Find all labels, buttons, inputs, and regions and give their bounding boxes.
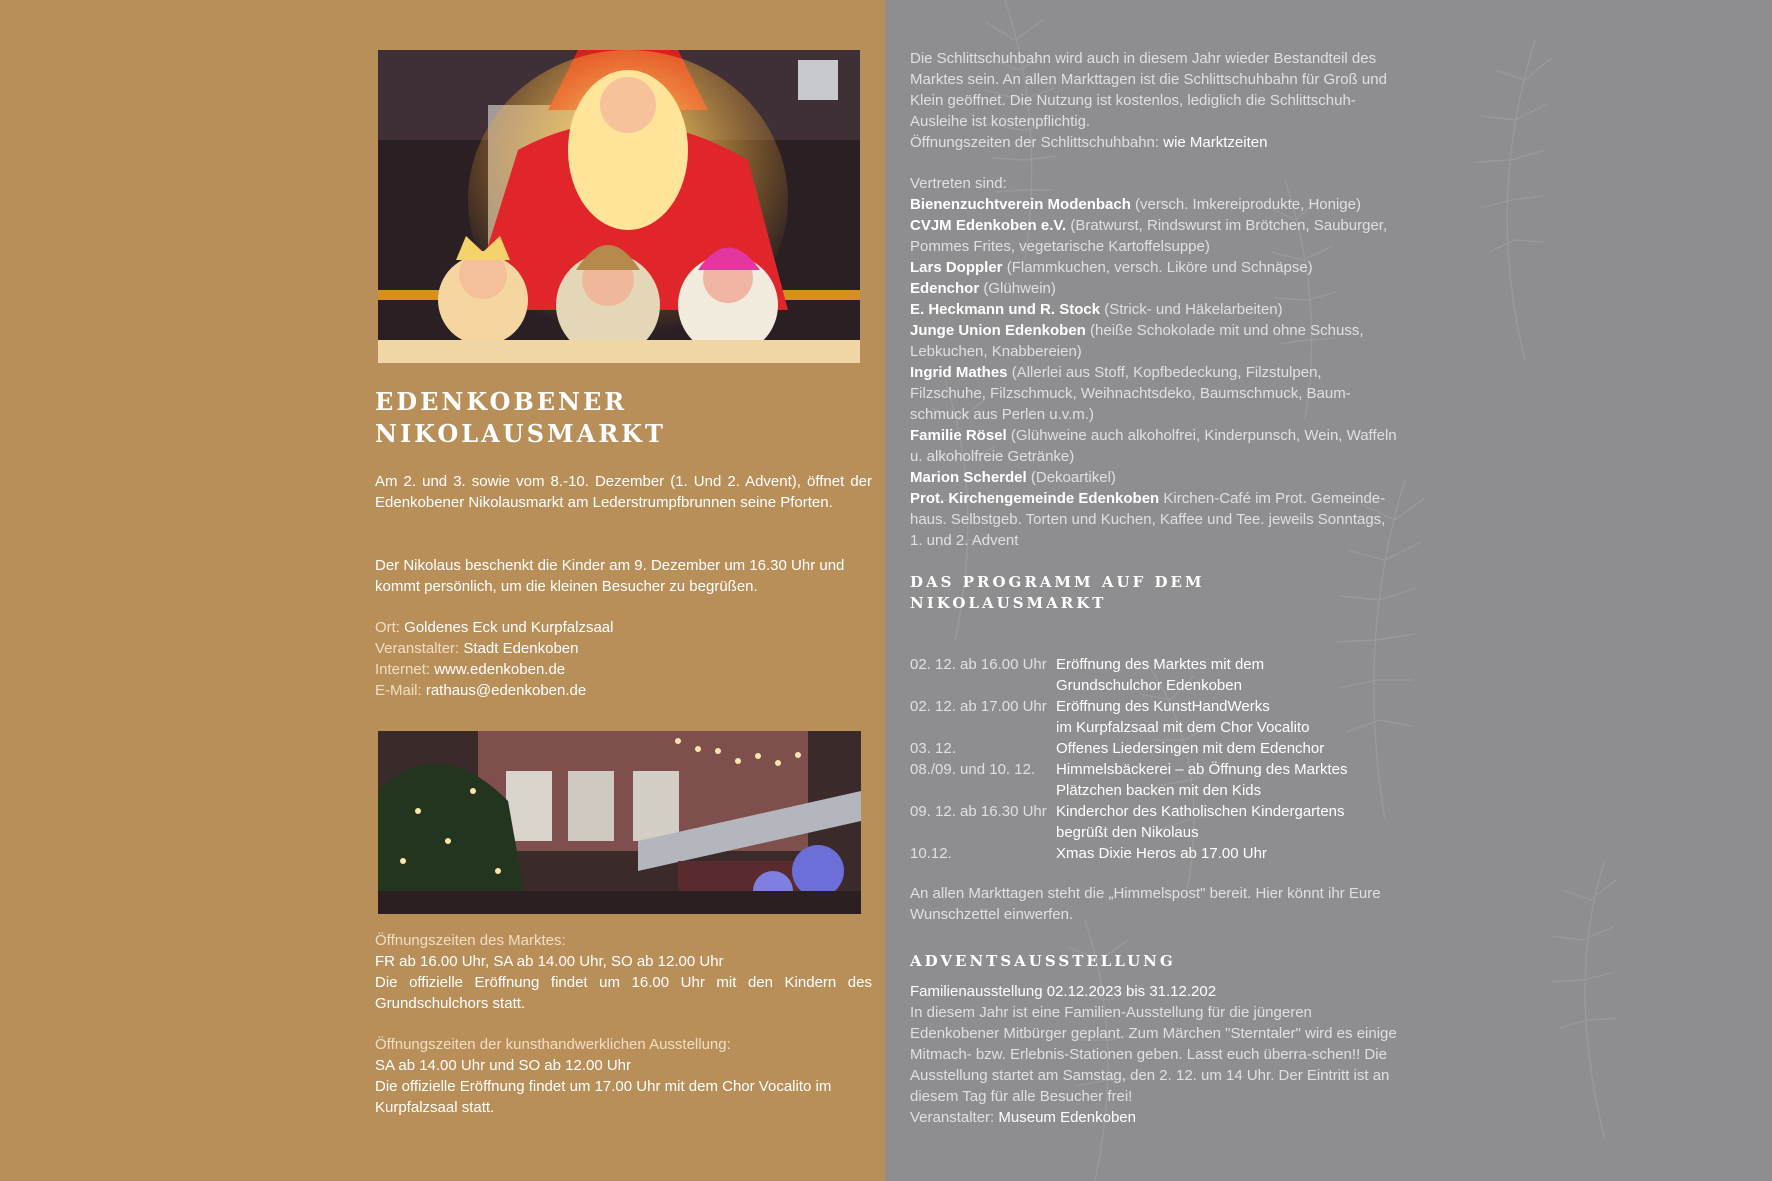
email-link[interactable]: rathaus@edenkoben.de [425, 682, 587, 699]
craft-hours-value: SA ab 14.00 Uhr und SO ab 12.00 Uhr [375, 1057, 632, 1074]
advent-organizer-label: Veranstalter: [910, 1109, 995, 1126]
program-text: Eröffnung des KunstHandWerks im Kurpfalzsaal mit dem Chor Vocalito [1056, 698, 1310, 736]
skating-hours [910, 132, 1400, 153]
program-row [910, 843, 1400, 864]
advent-organizer-value: Museum Edenkoben [998, 1109, 1136, 1126]
skating-hours-label: Öffnungszeiten der Schlittschuhbahn: [910, 134, 1160, 151]
skating-block [910, 48, 1400, 153]
program-title-line-1: DAS PROGRAMM AUF DEM [910, 573, 1205, 591]
craft-hours-note: Die offizielle Eröffnung findet um 17.00 Uhr mit dem Chor Vocalito im Kurpfalzsaal statt. [375, 1078, 832, 1116]
program-date: 02. 12. ab 16.00 Uhr [910, 656, 1047, 673]
himmelspost-paragraph: An allen Markttagen steht die „Himmelspost" bereit. Hier könnt ihr Eure Wunschzettel einwerfen. [910, 885, 1381, 923]
internet-link[interactable]: www.edenkoben.de [434, 661, 566, 678]
vendor-desc: (Glühweine auch alkoholfrei, Kinderpunsch, Wein, Waffeln u. alkoholfreie Getränke) [910, 427, 1397, 465]
intro-paragraph: Am 2. und 3. sowie vom 8.-10. Dezember (1. Und 2. Advent), öffnet der Edenkobener Nikolausmarkt am Lederstrumpfbrunnen seine Pforten. [375, 473, 872, 511]
vendors-block [910, 173, 1400, 551]
info-label: E-Mail: [375, 682, 422, 699]
info-row-veranstalter [375, 638, 872, 659]
vendors-label: Vertreten sind: [910, 175, 1007, 192]
advent-subtitle: Familienausstellung 02.12.2023 bis 31.12.202 [910, 983, 1217, 1000]
program-date: 08./09. und 10. 12. [910, 761, 1036, 778]
vendor-desc: (Strick- und Häkelarbeiten) [1104, 301, 1283, 318]
vendor-name: Edenchor [910, 280, 980, 297]
program-row [910, 801, 1400, 843]
program-row [910, 759, 1400, 801]
vendor-item [910, 467, 1400, 488]
vendor-item [910, 320, 1400, 362]
program-text: Eröffnung des Marktes mit dem Grundschulchor Edenkoben [1056, 656, 1265, 694]
vendor-desc: (Glühwein) [983, 280, 1056, 297]
market-hours-value: FR ab 16.00 Uhr, SA ab 14.00 Uhr, SO ab 12.00 Uhr [375, 953, 724, 970]
vendor-item [910, 278, 1400, 299]
vendor-desc: Kirchen-Café im Prot. Gemeinde-haus. Selbstgeb. Torten und Kuchen, Kaffee und Tee. jeweils Sonntags, 1. und 2. Advent [910, 490, 1386, 549]
program-text: Xmas Dixie Heros ab 17.00 Uhr [1056, 845, 1267, 862]
market-hours-block [375, 930, 872, 1014]
vendor-item [910, 215, 1400, 257]
title-line-1: EDENKOBENER [375, 387, 628, 416]
vendor-name: Junge Union Edenkoben [910, 322, 1086, 339]
vendor-desc: (versch. Imkereiprodukte, Honige) [1135, 196, 1361, 213]
craft-hours-block [375, 1034, 872, 1118]
info-row-internet [375, 659, 872, 680]
vendor-name: CVJM Edenkoben e.V. [910, 217, 1067, 234]
program-row [910, 738, 1400, 759]
program-text: Offenes Liedersingen mit dem Edenchor [1056, 740, 1325, 757]
program-title-line-2: NIKOLAUSMARKT [910, 594, 1107, 612]
info-value: Stadt Edenkoben [463, 640, 579, 657]
program-date: 10.12. [910, 845, 952, 862]
program-date: 09. 12. ab 16.30 Uhr [910, 803, 1047, 820]
advent-organizer [910, 1107, 1400, 1128]
info-row-email [375, 680, 872, 701]
info-value: Goldenes Eck und Kurpfalzsaal [404, 619, 614, 636]
info-label: Internet: [375, 661, 431, 678]
craft-hours-label: Öffnungszeiten der kunsthandwerklichen Ausstellung: [375, 1036, 731, 1053]
market-hours-label: Öffnungszeiten des Marktes: [375, 932, 566, 949]
program-text: Kinderchor des Katholischen Kindergartens begrüßt den Nikolaus [1056, 803, 1345, 841]
vendor-item [910, 194, 1400, 215]
title-line-2: NIKOLAUSMARKT [375, 419, 666, 448]
santa-photo [378, 50, 860, 363]
program-row [910, 696, 1400, 738]
market-hours-note: Die offizielle Eröffnung findet um 16.00 Uhr mit den Kindern des Grundschulchors statt. [375, 974, 872, 1012]
vendor-name: Lars Doppler [910, 259, 1003, 276]
program-date: 03. 12. [910, 740, 956, 757]
nikolaus-paragraph: Der Nikolaus beschenkt die Kinder am 9. Dezember um 16.30 Uhr und kommt persönlich, um die kleinen Besucher zu begrüßen. [375, 557, 845, 595]
vendor-item [910, 425, 1400, 467]
program-row [910, 654, 1400, 696]
vendor-desc: (Bratwurst, Rindswurst im Brötchen, Sauburger, Pommes Frites, vegetarische Kartoffelsuppe) [910, 217, 1388, 255]
vendor-item [910, 362, 1400, 425]
vendor-name: Prot. Kirchengemeinde Edenkoben [910, 490, 1160, 507]
vendor-name: Ingrid Mathes [910, 364, 1008, 381]
advent-block [910, 981, 1400, 1128]
vendor-desc: (heiße Schokolade mit und ohne Schuss, Lebkuchen, Knabbereien) [910, 322, 1364, 360]
skating-paragraph: Die Schlittschuhbahn wird auch in diesem Jahr wieder Bestandteil des Marktes sein. An allen Markttagen ist die Schlittschuhbahn für Groß und Klein geöffnet. Die Nutzung ist kostenlos, lediglich die Schlittschuh-Ausleihe ist kostenpflichtig. [910, 50, 1387, 130]
info-label: Veranstalter: [375, 640, 460, 657]
vendor-item [910, 299, 1400, 320]
program-text: Himmelsbäckerei – ab Öffnung des Marktes Plätzchen backen mit den Kids [1056, 761, 1348, 799]
vendor-name: Bienenzuchtverein Modenbach [910, 196, 1131, 213]
vendor-desc: (Allerlei aus Stoff, Kopfbedeckung, Filzstulpen, Filzschuhe, Filzschmuck, Weihnachtsdeko, Baumschmuck, Baum-schmuck aus Perlen u.v.m.) [910, 364, 1351, 423]
vendor-desc: (Dekoartikel) [1030, 469, 1116, 486]
page-title-left [375, 386, 872, 450]
vendor-name: Familie Rösel [910, 427, 1007, 444]
info-label: Ort: [375, 619, 400, 636]
info-row-ort [375, 617, 872, 638]
info-block [375, 617, 872, 701]
program-title [910, 572, 1400, 614]
vendor-item [910, 488, 1400, 551]
vendor-name: E. Heckmann und R. Stock [910, 301, 1101, 318]
program-list [910, 654, 1400, 864]
vendor-item [910, 257, 1400, 278]
skating-hours-value: wie Marktzeiten [1163, 134, 1268, 151]
vendor-desc: (Flammkuchen, versch. Liköre und Schnäpse) [1006, 259, 1313, 276]
advent-title: ADVENTSAUSSTELLUNG [910, 952, 1176, 970]
vendor-name: Marion Scherdel [910, 469, 1027, 486]
market-photo [378, 731, 861, 914]
program-date: 02. 12. ab 17.00 Uhr [910, 698, 1047, 715]
advent-text: In diesem Jahr ist eine Familien-Ausstellung für die jüngeren Edenkobener Mitbürger geplant. Zum Märchen "Sterntaler" wird es einige Mitmach- bzw. Erlebnis-Stationen geben. Lasst euch überra-schen!! Die Ausstellung startet am Samstag, den 2. 12. um 14 Uhr. Der Eintritt ist an diesem Tag für alle Besucher frei! [910, 1004, 1397, 1105]
